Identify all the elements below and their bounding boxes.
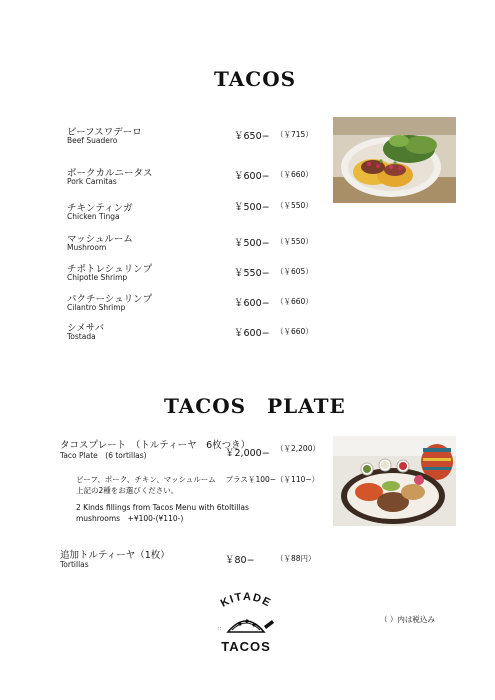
menu-item-english: Pork Carnitas [67,177,117,186]
menu-item-english: Chipotle Shrimp [67,273,128,282]
tacos-photo [333,117,456,203]
menu-item-english: Mushroom [67,243,107,252]
menu-item-english: Chicken Tinga [67,212,120,221]
tacos-plate-heading: TACOS PLATE [164,394,346,418]
menu-item-price: ￥500− [234,202,270,213]
menu-item-name: パクチーシュリンプ [67,294,153,305]
tax-note: （ ）内は税込み [380,615,435,624]
menu-item-price: ￥500− [234,238,270,249]
extra-item-price-incl-tax: （￥88円） [276,554,316,563]
logo-bottom-text: TACOS [221,639,271,654]
menu-item-price-incl-tax: （￥550） [276,201,313,210]
plate-note-line: ビーフ、ポーク、チキン、マッシュルーム プラス￥100−（￥110−） [76,475,320,484]
plate-note-line: 上記の2種をお選びください。 [76,486,179,495]
plate-note-line: 2 Kinds fillings from Tacos Menu with 6toltillas [76,503,249,512]
tacos-heading: TACOS [214,67,297,91]
menu-item-name: ビーフスワデーロ [67,127,142,138]
kitade-tacos-logo [206,588,286,658]
extra-item-price: ￥80− [225,555,255,566]
extra-item-name: 追加トルティーヤ（1枚） [60,550,170,561]
plate-note-line: mushrooms +¥100-(¥110-) [76,514,184,523]
menu-item-price-incl-tax: （￥660） [276,327,313,336]
menu-item-price-incl-tax: （￥660） [276,297,313,306]
menu-item-price: ￥650− [234,131,270,142]
menu-item-price: ￥600− [234,328,270,339]
menu-item-name: マッシュルーム [67,234,133,245]
plate-item-price-incl-tax: （￥2,200） [276,444,320,453]
menu-item-price: ￥600− [234,171,270,182]
svg-text:∷: ∷ [218,626,222,632]
menu-item-name: チポトレシュリンプ [67,264,153,275]
extra-item-english: Tortillas [60,560,89,569]
menu-item-english: Tostada [67,332,96,341]
svg-text:KITADE [219,591,274,610]
menu-item-price: ￥600− [234,298,270,309]
plate-notes [76,474,319,524]
menu-item-name: チキンティンガ [67,203,133,214]
menu-item-price: ￥550− [234,268,270,279]
menu-item-name: シメサバ [67,323,105,334]
plate-item-price: ￥2,000− [225,448,270,459]
plate-photo [333,436,456,526]
menu-item-price-incl-tax: （￥605） [276,267,313,276]
menu-item-english: Cilantro Shrimp [67,303,126,312]
logo-top-text: KITADE [218,590,274,610]
plate-item-name: タコスプレート （トルティーヤ 6枚つき） [60,440,251,451]
plate-item-english: Taco Plate (6 tortillas) [60,451,147,460]
menu-item-name: ポークカルニータス [67,168,153,179]
menu-item-english: Beef Suadero [67,136,118,145]
menu-item-price-incl-tax: （￥550） [276,237,313,246]
menu-item-price-incl-tax: （￥715） [276,130,313,139]
menu-item-price-incl-tax: （￥660） [276,170,313,179]
